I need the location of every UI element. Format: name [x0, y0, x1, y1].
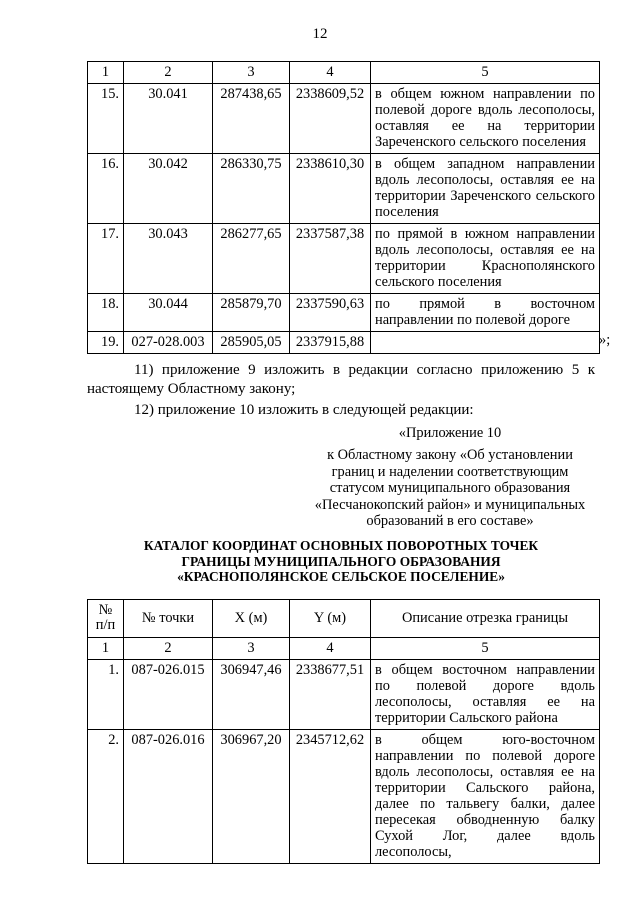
appendix-subtitle: к Областному закону «Об установлении границ и наделении соответствующим статусом муниципального образования «Песчанокопский район» и муниципальных образований в его составе» [314, 447, 586, 529]
header-cell: 5 [371, 62, 600, 84]
segment-description: в общем юго-восточном направлении по полевой дороге вдоль лесополосы, оставляя ее на территории Сальского района, далее по тальвегу балки, далее пересекая обводненную балку Сухой Лог, далее вдоль лесополосы, [371, 730, 600, 864]
paragraph-11: 11) приложение 9 изложить в редакции согласно приложению 5 к настоящему Областному закону; [87, 362, 595, 397]
segment-description: по прямой в восточном направлении по полевой дороге [371, 294, 600, 332]
catalog-title-line: КАТАЛОГ КООРДИНАТ ОСНОВНЫХ ПОВОРОТНЫХ ТОЧЕК [143, 538, 539, 553]
x-coordinate: 287438,65 [213, 84, 290, 154]
table-header-row [88, 62, 600, 84]
header-x: X (м) [213, 600, 290, 638]
header-cell: 3 [213, 62, 290, 84]
point-id: 027-028.003 [124, 332, 213, 354]
table-row [88, 660, 600, 730]
x-coordinate: 285879,70 [213, 294, 290, 332]
closing-quote-mark: »; [599, 332, 611, 348]
segment-description: в общем восточном направлении по полевой дороге вдоль лесополосы, оставляя ее на территории Сальского района [371, 660, 600, 730]
row-number: 2. [88, 730, 124, 864]
table-row [88, 224, 600, 294]
row-number: 15. [88, 84, 124, 154]
catalog-title-line: ГРАНИЦЫ МУНИЦИПАЛЬНОГО ОБРАЗОВАНИЯ [181, 553, 501, 569]
coordinates-catalog-table [87, 599, 600, 864]
segment-description [371, 332, 600, 354]
point-id: 087-026.016 [124, 730, 213, 864]
segment-description: в общем западном направлении вдоль лесополосы, оставляя ее на территории Зареченского сельского поселения [371, 154, 600, 224]
page-number: 12 [312, 26, 328, 42]
appendix-title: «Приложение 10 [398, 425, 502, 441]
boundary-table-continued [87, 61, 600, 354]
header-num: № п/п [88, 600, 124, 638]
header-cell: 4 [290, 62, 371, 84]
header-y: Y (м) [290, 600, 371, 638]
table-header-row [88, 600, 600, 638]
paragraph-12: 12) приложение 10 изложить в следующей редакции: [134, 402, 474, 418]
row-number: 17. [88, 224, 124, 294]
y-coordinate: 2337590,63 [290, 294, 371, 332]
header-cell: 2 [124, 62, 213, 84]
column-numbering-row [88, 638, 600, 660]
x-coordinate: 286330,75 [213, 154, 290, 224]
row-number: 18. [88, 294, 124, 332]
column-number: 4 [290, 638, 371, 660]
x-coordinate: 286277,65 [213, 224, 290, 294]
column-number: 1 [88, 638, 124, 660]
row-number: 19. [88, 332, 124, 354]
y-coordinate: 2338609,52 [290, 84, 371, 154]
header-point: № точки [124, 600, 213, 638]
y-coordinate: 2337587,38 [290, 224, 371, 294]
table-row [88, 84, 600, 154]
x-coordinate: 285905,05 [213, 332, 290, 354]
header-cell: 1 [88, 62, 124, 84]
table-row [88, 154, 600, 224]
point-id: 30.044 [124, 294, 213, 332]
y-coordinate: 2337915,88 [290, 332, 371, 354]
table-row [88, 332, 600, 354]
column-number: 2 [124, 638, 213, 660]
point-id: 087-026.015 [124, 660, 213, 730]
header-description: Описание отрезка границы [371, 600, 600, 638]
row-number: 16. [88, 154, 124, 224]
catalog-title [87, 538, 595, 585]
y-coordinate: 2338610,30 [290, 154, 371, 224]
table-row [88, 294, 600, 332]
column-number: 5 [371, 638, 600, 660]
segment-description: по прямой в южном направлении вдоль лесополосы, оставляя ее на территории Краснополянского сельского поселения [371, 224, 600, 294]
row-number: 1. [88, 660, 124, 730]
point-id: 30.042 [124, 154, 213, 224]
point-id: 30.043 [124, 224, 213, 294]
x-coordinate: 306947,46 [213, 660, 290, 730]
x-coordinate: 306967,20 [213, 730, 290, 864]
catalog-title-line: «КРАСНОПОЛЯНСКОЕ СЕЛЬСКОЕ ПОСЕЛЕНИЕ» [177, 569, 505, 585]
point-id: 30.041 [124, 84, 213, 154]
table-row [88, 730, 600, 864]
y-coordinate: 2338677,51 [290, 660, 371, 730]
y-coordinate: 2345712,62 [290, 730, 371, 864]
column-number: 3 [213, 638, 290, 660]
segment-description: в общем южном направлении по полевой дороге вдоль лесополосы, оставляя ее на территории Зареченского сельского поселения [371, 84, 600, 154]
